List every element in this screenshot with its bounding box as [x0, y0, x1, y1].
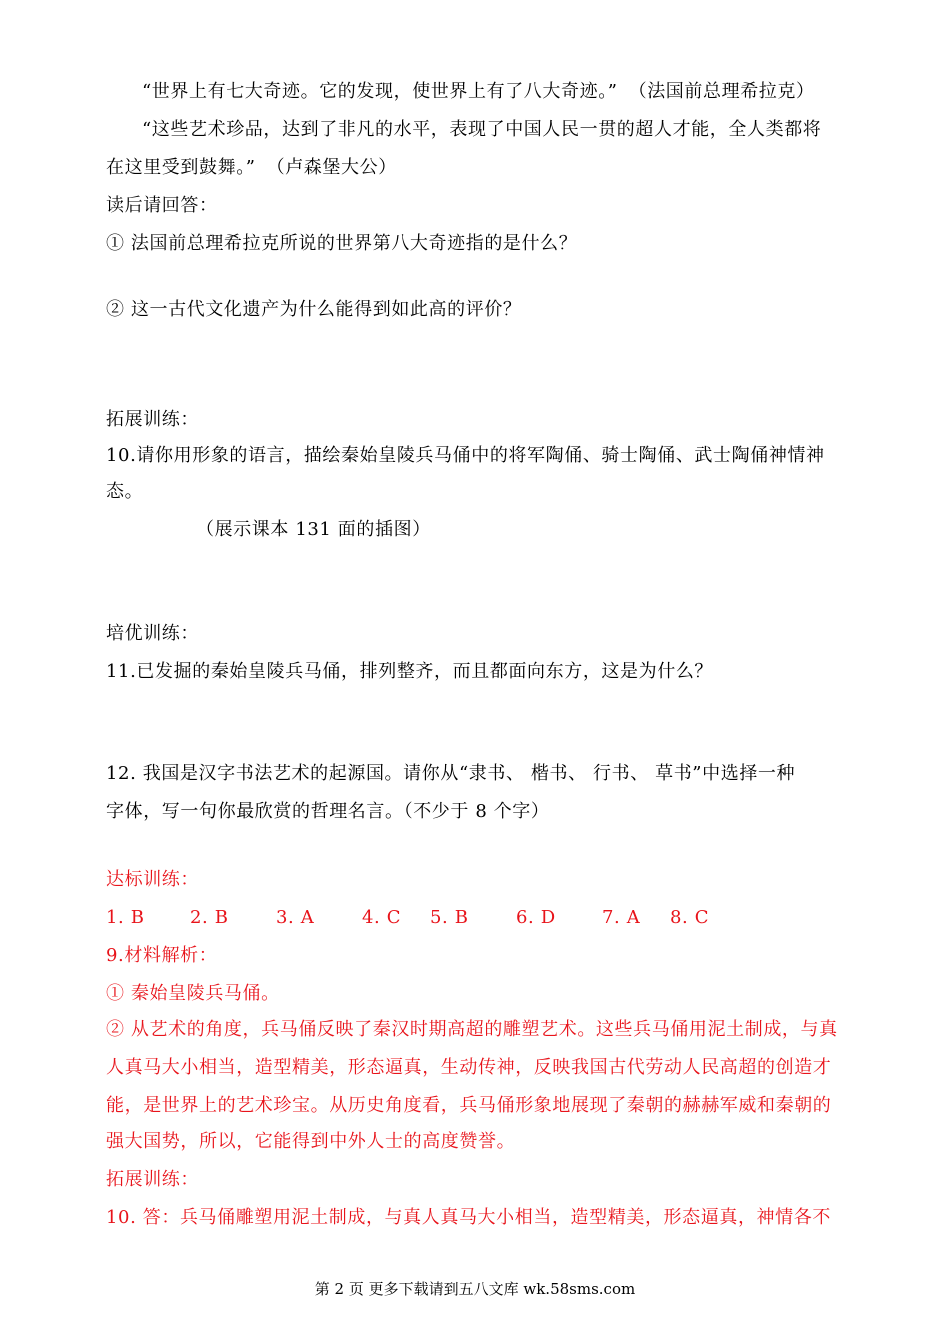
answer-mc-item: 1. B	[106, 907, 145, 928]
answer-9-2-line: 能，是世界上的艺术珍宝。从历史角度看，兵马俑形象地展现了秦朝的赫赫军威和秦朝的	[106, 1095, 832, 1116]
quote-source: （卢森堡大公）	[275, 157, 397, 178]
answer-mc-item: 5. B	[430, 907, 469, 928]
quote-text: “世界上有七大奇迹。它的发现，使世界上有了八大奇迹。”	[142, 81, 618, 102]
question-9-1: ① 法国前总理希拉克所说的世界第八大奇迹指的是什么？	[106, 233, 578, 254]
question-12-line: 12. 我国是汉字书法艺术的起源国。请你从“隶书、 楷书、 行书、 草书”中选择一种	[106, 763, 796, 784]
quote-line: “这些艺术珍品，达到了非凡的水平，表现了中国人民一贯的超人才能，全人类都将	[142, 119, 822, 140]
answer-mc-item: 4. C	[362, 907, 402, 928]
question-9-2: ② 这一古代文化遗产为什么能得到如此高的评价？	[106, 299, 522, 320]
answer-9-2-line: 人真马大小相当，造型精美，形态逼真，生动传神，反映我国古代劳动人民高超的创造才	[106, 1057, 832, 1078]
quote-source: （法国前总理希拉克）	[637, 81, 815, 102]
page-footer: 第 2 页 更多下载请到五八文库 wk.58sms.com	[314, 1280, 636, 1298]
question-10-line: 态。	[106, 481, 144, 502]
question-10-line: 10.请你用形象的语言，描绘秦始皇陵兵马俑中的将军陶俑、骑士陶俑、武士陶俑神情神	[106, 445, 825, 466]
question-11: 11.已发掘的秦始皇陵兵马俑，排列整齐，而且都面向东方，这是为什么？	[106, 661, 714, 682]
answer-mc-item: 3. A	[276, 907, 315, 928]
answer-heading-extension: 拓展训练：	[106, 1169, 199, 1190]
answer-mc-item: 2. B	[190, 907, 229, 928]
answer-9-1: ① 秦始皇陵兵马俑。	[106, 983, 280, 1004]
answer-heading-standard: 达标训练：	[106, 869, 199, 890]
question-10-note: （展示课本 131 面的插图）	[196, 519, 431, 540]
quote-text: 在这里受到鼓舞。”	[106, 157, 256, 178]
answer-mc-item: 8. C	[670, 907, 710, 928]
answer-10: 10. 答：兵马俑雕塑用泥土制成，与真人真马大小相当，造型精美，形态逼真，神情各不	[106, 1207, 831, 1228]
quote-line	[106, 156, 397, 180]
answer-9-2-line: ② 从艺术的角度，兵马俑反映了秦汉时期高超的雕塑艺术。这些兵马俑用泥土制成，与真	[106, 1019, 838, 1040]
section-heading-extension: 拓展训练：	[106, 409, 199, 430]
answer-9-2-line: 强大国势，所以，它能得到中外人士的高度赞誉。	[106, 1131, 516, 1152]
answer-9-heading: 9.材料解析：	[106, 945, 218, 966]
section-heading-advanced: 培优训练：	[106, 623, 199, 644]
quote-line	[142, 80, 815, 104]
question-12-line: 字体，写一句你最欣赏的哲理名言。（不少于 8 个字）	[106, 801, 550, 822]
answer-mc-item: 7. A	[602, 907, 641, 928]
answer-mc-item: 6. D	[516, 907, 556, 928]
read-prompt: 读后请回答：	[106, 195, 218, 216]
